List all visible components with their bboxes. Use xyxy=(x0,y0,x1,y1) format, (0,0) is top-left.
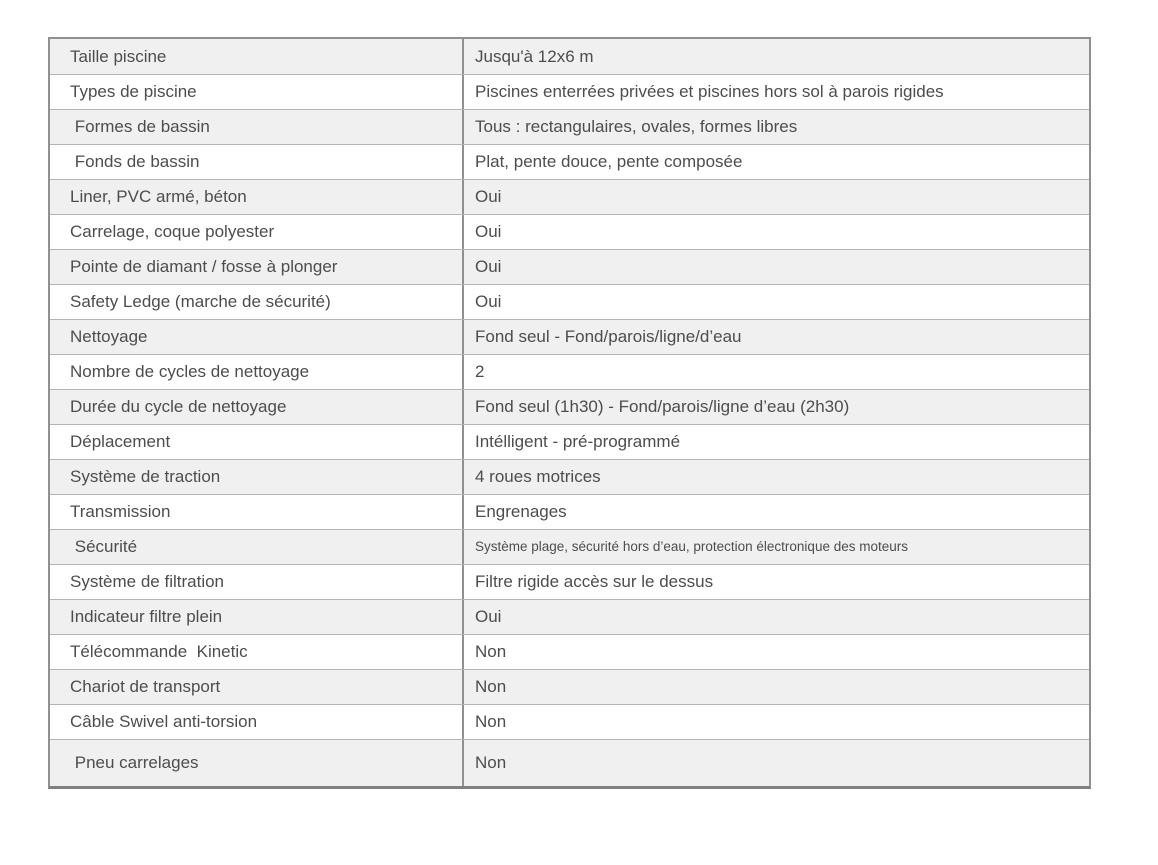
table-row xyxy=(50,249,1089,284)
table-row xyxy=(50,389,1089,424)
spec-value: Non xyxy=(475,677,507,697)
spec-value: Non xyxy=(475,642,507,662)
table-row xyxy=(50,459,1089,494)
spec-label: Types de piscine xyxy=(50,75,464,109)
table-row xyxy=(50,669,1089,704)
spec-label: Pneu carrelages xyxy=(50,740,464,786)
table-row xyxy=(50,319,1089,354)
spec-value: Jusqu'à 12x6 m xyxy=(475,46,594,66)
spec-table xyxy=(48,37,1091,789)
spec-value: Non xyxy=(475,753,507,773)
table-row xyxy=(50,564,1089,599)
spec-label: Safety Ledge (marche de sécurité) xyxy=(50,285,464,319)
spec-label: Nombre de cycles de nettoyage xyxy=(50,355,464,389)
spec-value: Fond seul (1h30) - Fond/parois/ligne d’eau (2h30) xyxy=(475,397,850,417)
spec-value: Fond seul - Fond/parois/ligne/d’eau xyxy=(475,327,742,347)
spec-label: Indicateur filtre plein xyxy=(50,600,464,634)
spec-value: 4 roues motrices xyxy=(475,467,601,487)
spec-label: Télécommande Kinetic xyxy=(50,635,464,669)
table-row xyxy=(50,424,1089,459)
spec-label: Système de traction xyxy=(50,460,464,494)
spec-label: Transmission xyxy=(50,495,464,529)
spec-label: Nettoyage xyxy=(50,320,464,354)
table-row xyxy=(50,74,1089,109)
spec-value: Oui xyxy=(475,187,502,207)
spec-label: Taille piscine xyxy=(50,39,464,74)
table-row xyxy=(50,494,1089,529)
spec-label: Système de filtration xyxy=(50,565,464,599)
spec-value: Piscines enterrées privées et piscines hors sol à parois rigides xyxy=(475,82,944,102)
table-row xyxy=(50,214,1089,249)
spec-value: Engrenages xyxy=(475,502,567,522)
table-row xyxy=(50,529,1089,564)
spec-label: Liner, PVC armé, béton xyxy=(50,180,464,214)
spec-value: Intélligent - pré-programmé xyxy=(475,432,681,452)
table-row xyxy=(50,109,1089,144)
spec-label: Câble Swivel anti-torsion xyxy=(50,705,464,739)
spec-value: Oui xyxy=(475,292,502,312)
spec-label: Pointe de diamant / fosse à plonger xyxy=(50,250,464,284)
spec-value: Non xyxy=(475,712,507,732)
table-row xyxy=(50,634,1089,669)
spec-value: 2 xyxy=(475,362,485,382)
spec-value: Filtre rigide accès sur le dessus xyxy=(475,572,714,592)
spec-value: Oui xyxy=(475,222,502,242)
spec-value: Oui xyxy=(475,607,502,627)
spec-value: Système plage, sécurité hors d’eau, protection électronique des moteurs xyxy=(475,538,908,554)
spec-value: Tous : rectangulaires, ovales, formes libres xyxy=(475,117,798,137)
spec-label: Durée du cycle de nettoyage xyxy=(50,390,464,424)
spec-value: Plat, pente douce, pente composée xyxy=(475,152,743,172)
spec-value: Oui xyxy=(475,257,502,277)
table-row xyxy=(50,284,1089,319)
spec-label: Chariot de transport xyxy=(50,670,464,704)
table-row xyxy=(50,179,1089,214)
spec-label: Fonds de bassin xyxy=(50,145,464,179)
table-row xyxy=(50,704,1089,739)
spec-label: Sécurité xyxy=(50,530,464,564)
table-row xyxy=(50,144,1089,179)
table-row xyxy=(50,354,1089,389)
spec-label: Carrelage, coque polyester xyxy=(50,215,464,249)
table-row xyxy=(50,599,1089,634)
table-row xyxy=(50,39,1089,74)
table-row xyxy=(50,739,1089,786)
spec-label: Déplacement xyxy=(50,425,464,459)
spec-label: Formes de bassin xyxy=(50,110,464,144)
